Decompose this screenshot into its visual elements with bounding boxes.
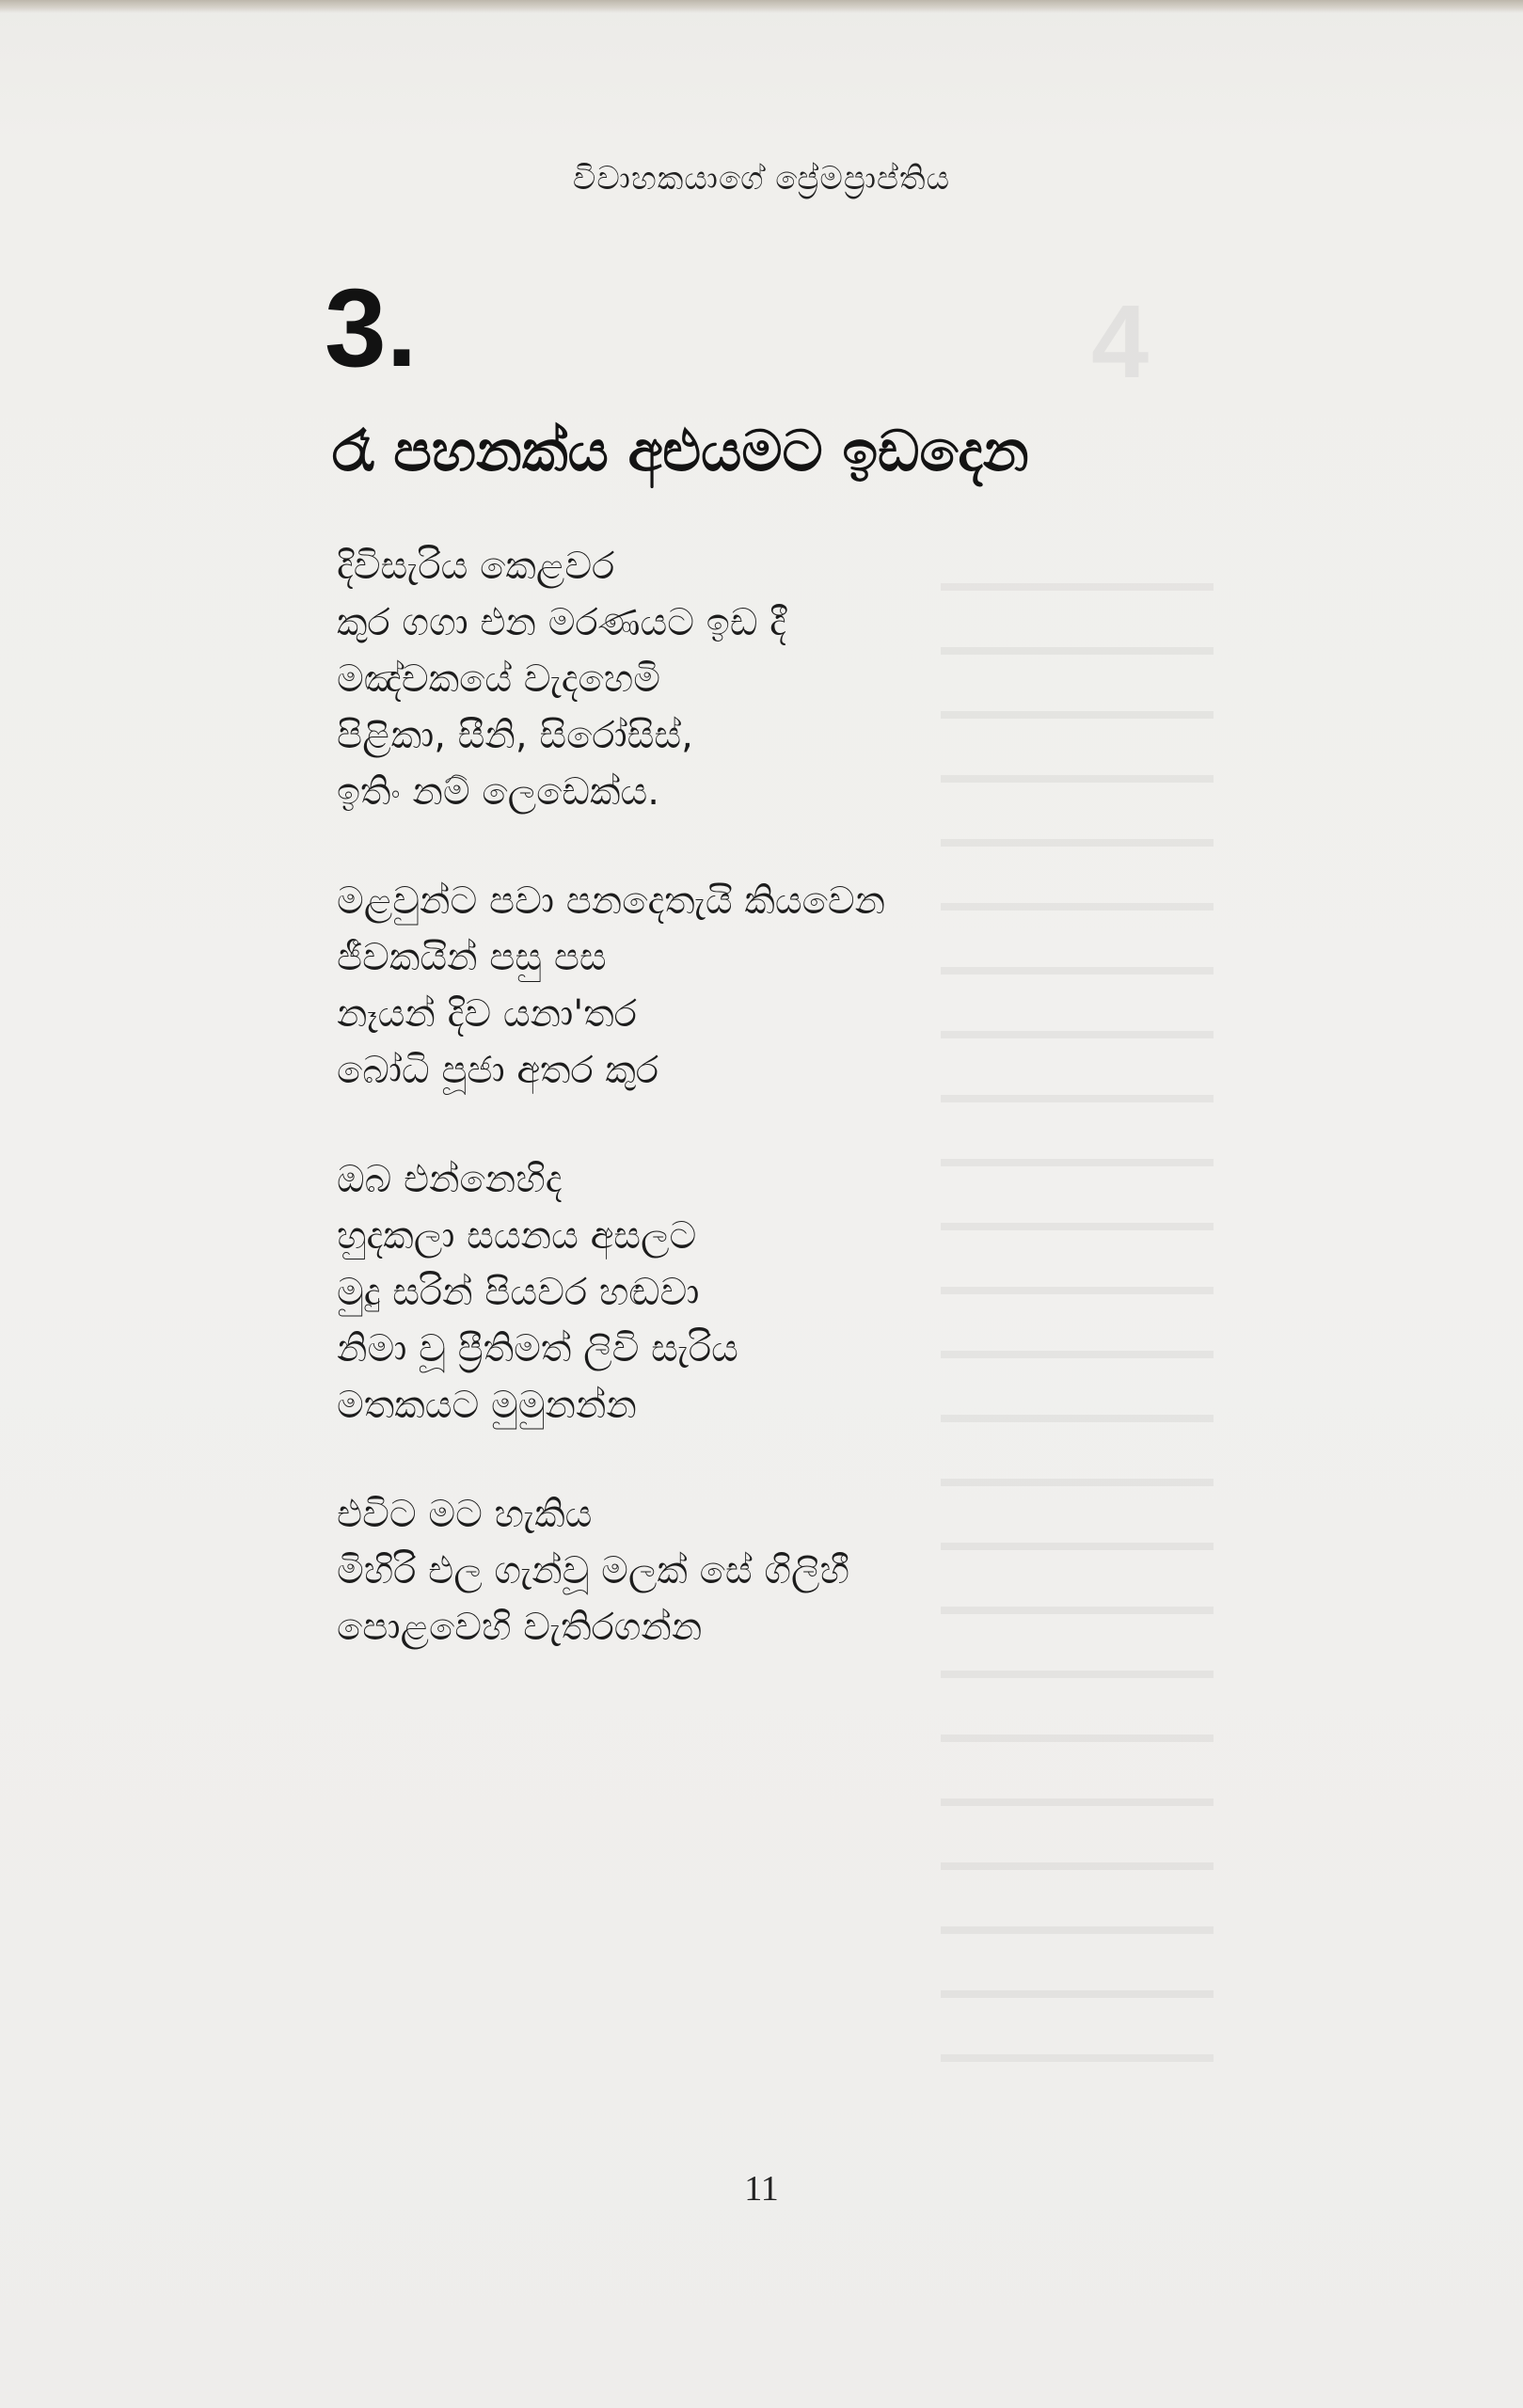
poem-line: මළවුන්ට පවා පනදෙතැයි කියවෙන	[337, 879, 886, 923]
poem-body	[337, 538, 1277, 1708]
poem-title: රෑ පහනක්ය අළුයමට ඉඩදෙන	[332, 419, 1029, 484]
poem-line: බෝධි පූජා අතර කුර	[337, 1049, 659, 1092]
chapter-number: 3.	[325, 266, 418, 390]
poem-line: මිහිරි එල ගැන්වූ මලක් සේ ගිලිහී	[337, 1549, 849, 1592]
stanza	[337, 873, 1277, 1099]
bleed-through-text: 4	[1091, 284, 1150, 400]
poem-line: එවිට මට හැකිය	[337, 1493, 593, 1536]
stanza	[337, 1151, 1277, 1434]
page-number: 11	[744, 2169, 779, 2209]
poem-line: නෑයන් දිව යනා'තර	[337, 992, 637, 1036]
running-header: විවාහකයාගේ ප්‍රේමප්‍රාප්තිය	[572, 160, 951, 198]
poem-line: නිමා වූ ප්‍රීතිමත් ලිවි සැරිය	[337, 1327, 738, 1370]
poem-line: මඤ්චකයේ වැදහෙමි	[337, 657, 660, 701]
poem-line: ජීවකයින් පසු පස	[337, 936, 607, 979]
poem-line: ඔබ එන්නෙහිද	[337, 1158, 563, 1201]
poem-line: පිළිකා, සීනි, සිරෝසිස්,	[337, 714, 693, 757]
stanza	[337, 538, 1277, 820]
poem-line: මතකයට මුමුනන්න	[337, 1384, 637, 1427]
poem-line: ඉතිං නම් ලෙඩෙක්ය.	[337, 770, 659, 814]
poem-line: පොළවෙහි වැතිරගන්න	[337, 1606, 703, 1649]
poem-line: දිවිසැරිය කෙළවර	[337, 545, 615, 588]
poem-line: කුර ගගා එන මරණයට ඉඩ දී	[337, 601, 786, 644]
stanza	[337, 1486, 1277, 1656]
poem-line: මුදු සරින් පියවර හඬවා	[337, 1271, 700, 1314]
poem-line: හුදකලා සයනය අසලට	[337, 1214, 697, 1258]
page-top-edge	[0, 0, 1523, 13]
